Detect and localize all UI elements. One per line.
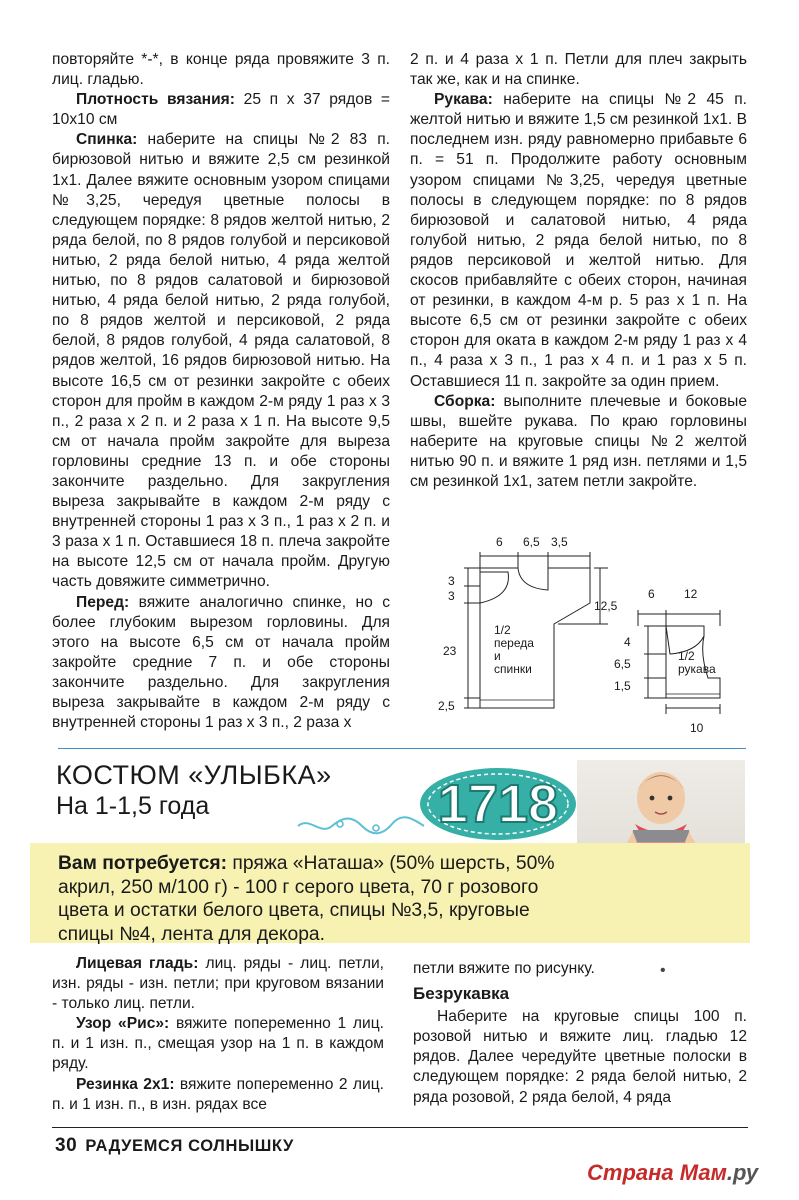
text-density: 25 п х 37 рядов = 10х10 см — [52, 91, 390, 129]
paragraph-assembly — [410, 392, 747, 492]
footer-rule — [52, 1127, 748, 1128]
section-divider — [58, 748, 746, 749]
text-stockinette: лиц. ряды - лиц. петли, изн. ряды - изн. петли; при круговом вязании - только лиц. петли. — [52, 955, 384, 1013]
sleeve-caption: рукава — [678, 662, 716, 676]
text-back: наберите на спицы №2 83 п. бирюзовой нитью и вяжите 2,5 см резинкой 1х1. Далее вяжите основным узором спицами №3,25, чередуя цветные полосы в следующем порядке: 8 рядов желтой нитью, 2 ряда белой, по 8 рядов голубой и персиковой нитью, 2 ряда белой нитью, 4 ряда желтой нитью, по 8 рядов салатовой и бирюзовой нитью, 4 ряда белой нитью, 2 ряда голубой, по 8 рядов желтой и персиковой, 2 ряда белой, 8 рядов голубой, 4 ряда салатовой, 8 рядов желтой, 16 рядов бирюзовой нитью. На высоте 16,5 см от резинки закройте с обеих сторон для пройм в каждом 2-м ряду 1 раз х 3 п., 2 раза х 2 п. и 2 раза х 1 п. На высоте 9,5 см от начала пройм закройте для выреза горловины средние 13 п. и обе стороны закончите раздельно. Для закругления выреза закрывайте в каждом 2-м ряду с внутренней стороны 1 раз х 3 п., 1 раз х 2 п. и 3 раза х 1 п. Оставшиеся 18 п. плеча закройте на высоте 12,5 см от начала пройм. Другую часть довяжите симметрично. — [52, 131, 390, 591]
left-column-bottom — [52, 954, 384, 1115]
text-sleeves: наберите на спицы №2 45 п. желтой нитью и вяжите 1,5 см резинкой 1х1. В последнем изн. ряду равномерно прибавьте 6 п. = 51 п. Продолжите работу основным узором спицами №3,25, чередуя цветные полосы в следующем порядке: по 8 рядов бирюзовой и салатовой нитью, 4 ряда голубой нитью, 2 ряда белой нитью, по 8 рядов персиковой и желтой нитью. Для скосов прибавляйте с обеих сторон, начиная от резинки, в каждом 4-м р. 5 раз х 1 п. На высоте 6,5 см от резинки закройте с обеих сторон для оката в каждом 2-м ряду 1 раз х 4 п., 4 раза х 3 п., 1 раз х 4 п. и 1 раз х 5 п. Оставшиеся 11 п. закройте за один прием. — [410, 91, 747, 390]
yarn-squiggle-icon — [296, 812, 426, 838]
paragraph-front — [52, 593, 390, 734]
model-number-badge — [418, 762, 578, 842]
paragraph-vest: Наберите на круговые спицы 100 п. розовой нитью и вяжите лиц. гладью 12 рядов. Далее чередуйте цветные полоски в следующем порядке: 2 ряда белой нитью, 2 ряда розовой, 2 ряда белой, 4 ряда — [413, 1008, 747, 1106]
watermark-text: Страна Мам — [587, 1160, 727, 1185]
body-caption: спинки — [494, 662, 532, 676]
dim-label: 3,5 — [551, 535, 568, 549]
label-rice-pattern: Узор «Рис»: — [76, 1015, 170, 1033]
label-back: Спинка: — [76, 131, 138, 149]
dim-label: 6,5 — [523, 535, 540, 549]
label-rib: Резинка 2х1: — [76, 1075, 175, 1093]
dim-label: 23 — [443, 644, 457, 658]
left-column-top — [52, 50, 390, 733]
magazine-name: РАДУЕМСЯ СОЛНЫШКУ — [85, 1137, 294, 1155]
dim-label: 6 — [496, 535, 503, 549]
paragraph: петли вяжите по рисунку. — [413, 960, 595, 977]
dim-label: 6,5 — [614, 657, 631, 671]
dim-label: 1,5 — [614, 679, 631, 693]
right-column-top — [410, 50, 747, 492]
section-title: КОСТЮМ «УЛЫБКА» — [56, 760, 332, 790]
body-caption: и — [494, 649, 501, 663]
dim-label: 6 — [648, 587, 655, 601]
label-stockinette: Лицевая гладь: — [76, 955, 199, 972]
body-caption: переда — [494, 636, 534, 650]
model-number: 1718 — [437, 774, 559, 834]
paragraph-rice-pattern — [52, 1014, 384, 1074]
watermark-suffix: .ру — [726, 1160, 759, 1185]
requirements-label: Вам потребуется: — [58, 853, 228, 874]
paragraph-density — [52, 90, 390, 130]
text-rib: вяжите попеременно 2 лиц. п. и 1 изн. п., в изн. рядах все — [52, 1075, 384, 1113]
dim-label: 10 — [690, 721, 704, 735]
pattern-diagram — [408, 528, 753, 738]
paragraph-rib — [52, 1075, 384, 1115]
dot-marker: • — [660, 962, 666, 979]
sleeve-caption: 1/2 — [678, 649, 695, 663]
dim-label: 3 — [448, 574, 455, 588]
body-caption: 1/2 — [494, 623, 511, 637]
front-neckline — [480, 572, 508, 603]
requirements-text — [58, 852, 578, 946]
paragraph-sleeves — [410, 90, 747, 391]
vest-heading: Безрукавка — [413, 984, 510, 1004]
dim-label: 2,5 — [438, 699, 455, 713]
label-density: Плотность вязания: — [76, 91, 235, 109]
text-front: вяжите аналогично спинке, но с более глубоким вырезом горловины. Для этого на высоте 6,5 см от начала пройм закройте средние 7 п. и обе стороны закончите раздельно. Для закругления выреза закрывайте в каждом 2-м ряду с внутренней стороны 1 раз х 3 п., 2 раза х — [52, 593, 390, 732]
section-subtitle: На 1-1,5 года — [56, 792, 210, 820]
label-assembly: Сборка: — [434, 392, 496, 410]
watermark-logo — [587, 1160, 758, 1186]
dim-label: 4 — [624, 635, 631, 649]
label-sleeves: Рукава: — [434, 91, 493, 109]
footer — [55, 1135, 294, 1157]
dim-label: 12,5 — [594, 599, 618, 613]
label-front: Перед: — [76, 593, 130, 611]
paragraph: 2 п. и 4 раза х 1 п. Петли для плеч закрыть так же, как и на спинке. — [410, 51, 747, 89]
text-assembly: выполните плечевые и боковые швы, вшейте рукава. По краю горловины наберите на круговые спицы №2 желтой нитью 90 п. и вяжите 1 ряд изн. петлями и 1,5 см резинкой 1х1, затем петли закройте. — [410, 392, 747, 490]
paragraph-stockinette — [52, 954, 384, 1014]
dim-label: 3 — [448, 589, 455, 603]
dim-label: 12 — [684, 587, 698, 601]
requirements-body: пряжа «Наташа» (50% шерсть, 50% акрил, 250 м/100 г) - 100 г серого цвета, 70 г розового цвета и остатки белого цвета, спицы №3,5, круговые спицы №4, лента для декора. — [58, 853, 555, 945]
right-column-bottom — [413, 959, 747, 1108]
paragraph: повторяйте *-*, в конце ряда провяжите 3 п. лиц. гладью. — [52, 51, 390, 89]
paragraph-back — [52, 130, 390, 592]
text-rice-pattern: вяжите попеременно 1 лиц. п. и 1 изн. п., смещая узор на 1 п. в каждом ряду. — [52, 1015, 385, 1073]
page-number: 30 — [55, 1135, 78, 1156]
